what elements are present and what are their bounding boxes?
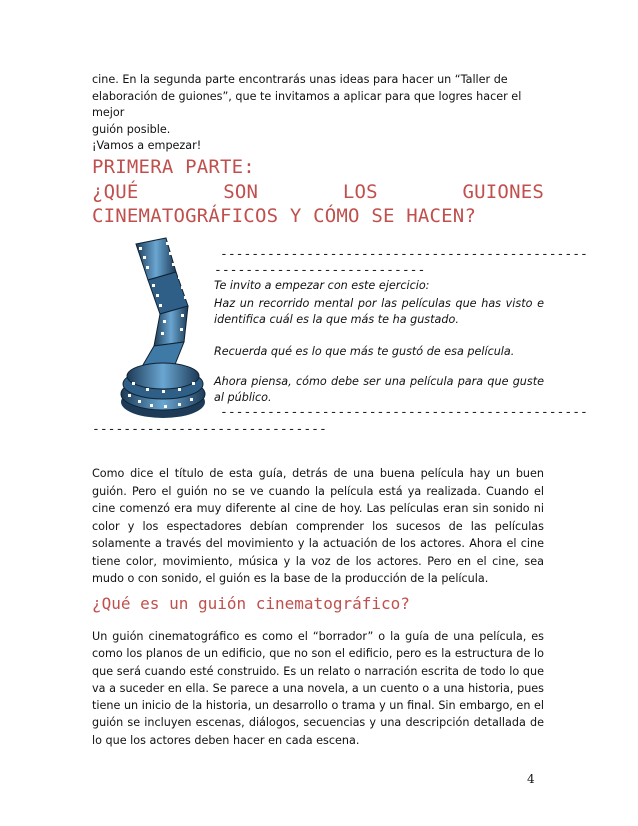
heading-word-4: GUIONES: [462, 181, 544, 203]
part-heading: PRIMERA PARTE:: [92, 156, 255, 178]
page-number: 4: [527, 772, 535, 786]
film-reel-icon: [118, 236, 208, 426]
intro-line-3: guión posible.: [92, 122, 171, 136]
section-subheading: ¿Qué es un guión cinematográfico?: [92, 594, 410, 613]
dashed-divider-bottom-2: ------------------------------: [92, 422, 327, 437]
heading-word-3: LOS: [342, 181, 378, 203]
heading-word-2: SON: [223, 181, 259, 203]
paragraph-intro-guion: Como dice el título de esta guía, detrás de una buena película hay un buen guión. Pero el guión no se ve cuando la película está ya realizada. Cuando el cine comenzó era muy diferente al cine de hoy. Las películas eran sin sonido ni color y los espectadores debían comprender los sucesos de las películas solamente a través del movimiento y la actuación de los actores. Ahora el cine tiene color, movimiento, música y la voz de los actores. Pero en el cine, sea mudo o con sonido, el guión es la base de la producción de la película.: [92, 467, 544, 585]
exercise-recall: Haz un recorrido mental por las películas que has visto e identifica cuál es la que más te ha gustado.: [214, 297, 544, 326]
exercise-remember: Recuerda qué es lo que más te gustó de esa película.: [214, 345, 515, 358]
dashed-divider-bottom-1: -----------------------------------------------: [220, 405, 588, 420]
intro-line-1: cine. En la segunda parte encontrarás unas ideas para hacer un “Taller de: [92, 73, 508, 86]
heading-line-2: [92, 181, 544, 204]
paragraph-definition: Un guión cinematográfico es como el “borrador” o la guía de una película, es como los planos de un edificio, que no son el edificio, pero es la estructura de lo que será cuando esté construido. Es un relato o narración escrita de todo lo que va a suceder en ella. Se parece a una novela, a un cuento o a una historia, pues tiene un inicio de la historia, un desarrollo o trama y un final. Sin embargo, en el guión se incluyen escenas, diálogos, secuencias y una descripción detallada de lo que los actores deben hacer en cada escena.: [92, 630, 544, 747]
heading-line-3: CINEMATOGRÁFICOS Y CÓMO SE HACEN?: [92, 205, 477, 227]
intro-line-2: elaboración de guiones”, que te invitamos a aplicar para que logres hacer el mejor: [92, 89, 522, 120]
lets-start-text: ¡Vamos a empezar!: [92, 139, 202, 152]
heading-word-1: ¿QUÉ: [92, 181, 139, 203]
exercise-invite: Te invito a empezar con este ejercicio:: [214, 279, 430, 292]
dashed-divider-top-2: ---------------------------: [214, 263, 426, 278]
intro-paragraph: [92, 72, 544, 138]
exercise-think: Ahora piensa, cómo debe ser una película para que guste al público.: [214, 375, 544, 404]
dashed-divider-top-1: -----------------------------------------------: [220, 247, 588, 262]
